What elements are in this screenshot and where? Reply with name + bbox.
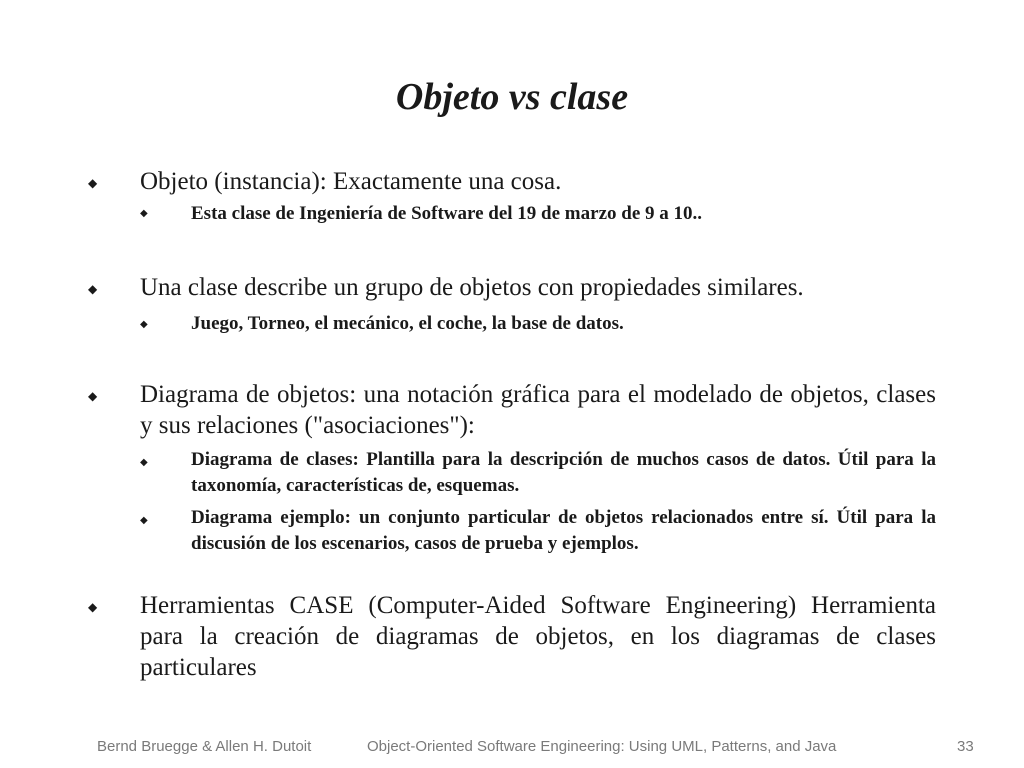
diamond-bullet-icon: ◆ — [88, 389, 98, 403]
footer-page-number: 33 — [957, 738, 974, 755]
sub-bullet-diagrama-ejemplo: Diagrama ejemplo: un conjunto particular de objetos relacionados entre sí. Útil para la discusión de los escenarios, casos de prueba y ejemplos. — [191, 507, 936, 554]
slide-footer — [0, 738, 1024, 762]
diamond-bullet-icon: ◆ — [140, 457, 148, 468]
bullet-herramientas-case: Herramientas CASE (Computer-Aided Software Engineering) Herramienta para la creación de diagramas de objetos, en los diagramas de clases particulares — [140, 592, 936, 681]
sub-bullet-diagrama-clases: Diagrama de clases: Plantilla para la descripción de muchos casos de datos. Útil para la taxonomía, características de, esquemas. — [191, 449, 936, 496]
diamond-bullet-icon: ◆ — [88, 176, 98, 190]
bullet-objeto: Objeto (instancia): Exactamente una cosa. — [140, 168, 562, 195]
slide-title: Objeto vs clase — [395, 76, 629, 118]
diamond-bullet-icon: ◆ — [88, 282, 98, 296]
bullet-clase: Una clase describe un grupo de objetos con propiedades similares. — [140, 274, 804, 301]
diamond-bullet-icon: ◆ — [140, 319, 148, 330]
footer-book-title: Object-Oriented Software Engineering: Using UML, Patterns, and Java — [367, 738, 837, 755]
bullet-diagrama-objetos: Diagrama de objetos: una notación gráfica para el modelado de objetos, clases y sus relaciones ("asociaciones"): — [140, 381, 936, 439]
sub-bullet-ejemplo-clase: Juego, Torneo, el mecánico, el coche, la base de datos. — [191, 313, 624, 334]
diamond-bullet-icon: ◆ — [140, 515, 148, 526]
footer-authors: Bernd Bruegge & Allen H. Dutoit — [97, 738, 312, 755]
sub-bullet-ejemplo-objeto: Esta clase de Ingeniería de Software del 19 de marzo de 9 a 10.. — [191, 203, 703, 224]
diamond-bullet-icon: ◆ — [140, 208, 148, 219]
diamond-bullet-icon: ◆ — [88, 600, 98, 614]
